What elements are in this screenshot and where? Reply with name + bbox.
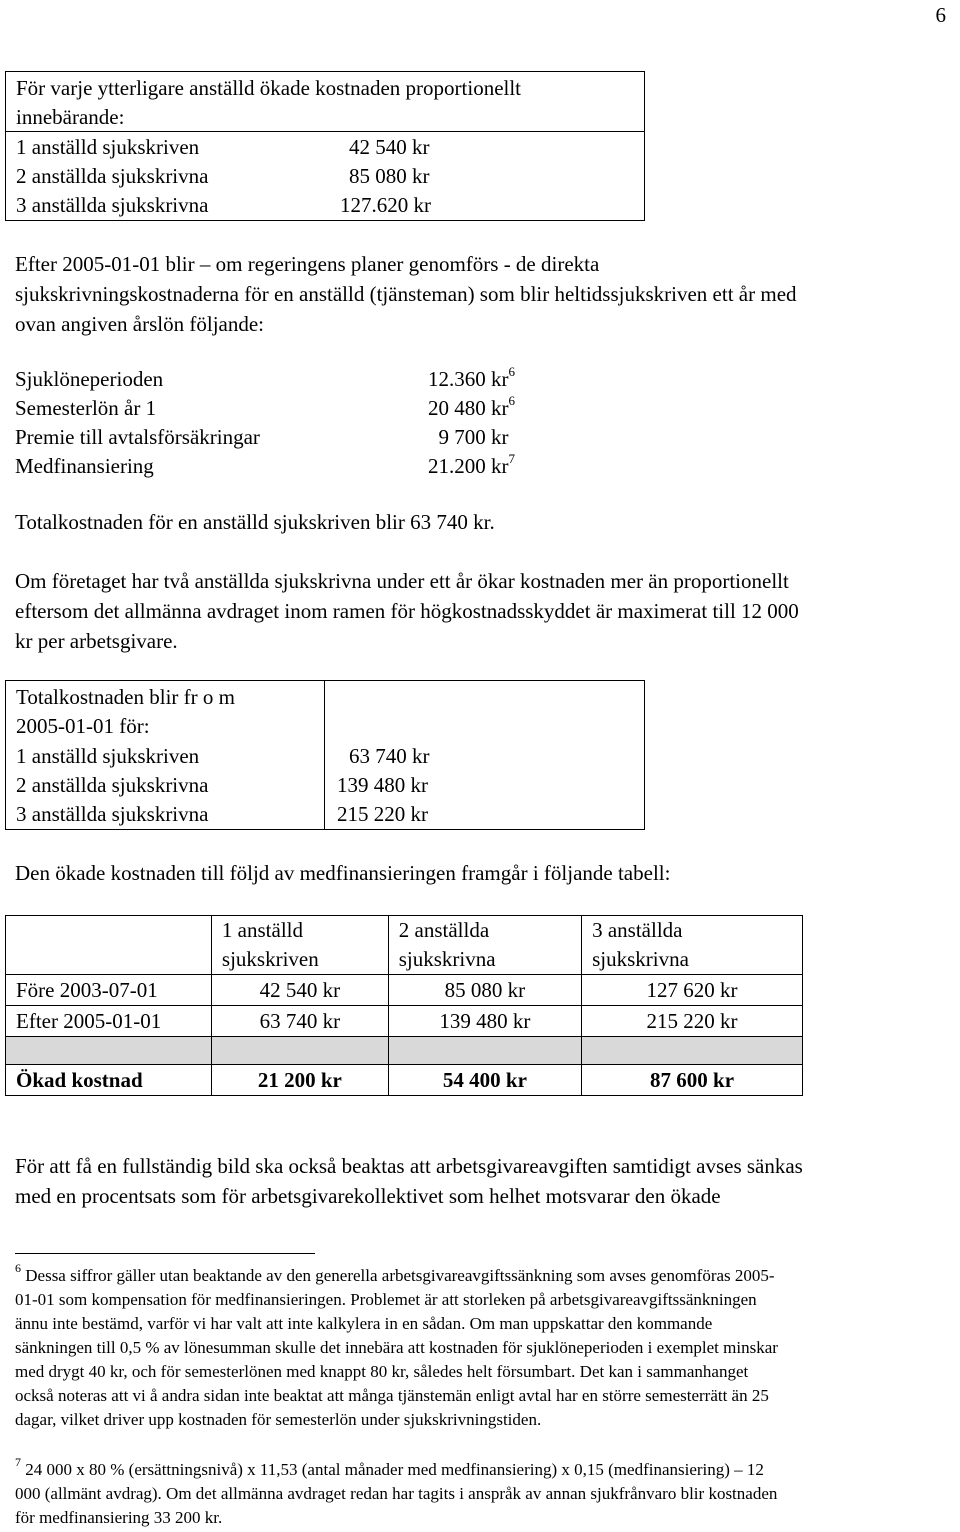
box1-row-label: 2 anställda sjukskrivna — [16, 164, 209, 188]
table-total-cell: 87 600 kr — [582, 1065, 803, 1096]
footnote-line: Dessa siffror gäller utan beaktande av den generella arbetsgivareavgiftssänkning som avses genomföras 2005- — [21, 1266, 775, 1285]
footnote-ref: 7 — [508, 451, 515, 466]
box2-heading: 2005-01-01 för: — [16, 714, 150, 738]
table-intro: Den ökade kostnaden till följd av medfinansieringen framgår i följande tabell: — [15, 861, 671, 885]
cost-item — [15, 364, 715, 393]
paragraph-line: För att få en fullständig bild ska också beaktas att arbetsgivareavgiften samtidigt avses sänkas — [15, 1154, 803, 1178]
table-total-cell: 54 400 kr — [388, 1065, 581, 1096]
table-cell: 139 480 kr — [388, 1006, 581, 1037]
box1-row-label: 3 anställda sjukskrivna — [16, 193, 209, 217]
footnote-number: 6 — [15, 1261, 21, 1276]
footnote-7 — [15, 1455, 955, 1530]
cost-comparison-table — [5, 915, 803, 1096]
table-total-label: Ökad kostnad — [6, 1065, 212, 1096]
cost-item-label: Premie till avtalsförsäkringar — [15, 425, 260, 449]
footnote-line: ännu inte bestämd, varför vi har valt att inte kalkylera in en sådan. Om man uppskattar den kommande — [15, 1314, 713, 1333]
box2-row-amount: 139 480 kr — [337, 773, 428, 797]
footnote-line: dagar, vilket driver upp kostnaden för semesterlön under sjukskrivningstiden. — [15, 1410, 542, 1429]
footnote-separator — [15, 1253, 315, 1254]
paragraph-line: Efter 2005-01-01 blir – om regeringens planer genomförs - de direkta — [15, 252, 600, 276]
box2-heading: Totalkostnaden blir fr o m — [16, 685, 235, 709]
table-cell: 42 540 kr — [211, 975, 388, 1006]
total-cost-box — [5, 680, 645, 830]
cost-item-label: Medfinansiering — [15, 454, 154, 478]
cost-increase-box — [5, 71, 645, 221]
box1-row-label: 1 anställd sjukskriven — [16, 135, 200, 159]
paragraph-line: ovan angiven årslön följande: — [15, 312, 265, 336]
cost-item — [15, 451, 715, 480]
box1-row — [6, 190, 644, 220]
box2-row-label: 1 anställd sjukskriven — [16, 744, 200, 768]
table-cell: 63 740 kr — [211, 1006, 388, 1037]
footnote-line: för medfinansiering 33 200 kr. — [15, 1508, 223, 1527]
table-header-row — [6, 916, 803, 975]
cost-item-amount: 20 480 $kr^6$ — [428, 393, 515, 420]
paragraph-regulation — [15, 249, 955, 339]
box1-row — [6, 161, 644, 191]
footnote-line: också noteras att vi å andra sidan inte beaktat att många tjänstemän enligt avtal har en större semesterrätt än 25 — [15, 1386, 769, 1405]
box1-intro-line2 — [6, 102, 644, 132]
footnote-line: 24 000 x 80 % (ersättningsnivå) x 11,53 (antal månader med medfinansiering) x 0,15 (medfinansiering) – 12 — [21, 1460, 764, 1479]
table-spacer-row — [6, 1037, 803, 1065]
cost-list — [15, 364, 715, 480]
paragraph-line: eftersom det allmänna avdraget inom ramen för högkostnadsskyddet är maximerat till 12 000 — [15, 599, 799, 623]
table-row — [6, 1006, 803, 1037]
paragraph-line: sjukskrivningskostnaderna för en anställd (tjänsteman) som blir heltidssjukskriven ett år med — [15, 282, 797, 306]
cost-item-label: Sjuklöneperioden — [15, 367, 164, 391]
footnote-line: sänkningen till 0,5 % av lönesumman skulle det innebära att kostnaden för sjuklöneperioden i exemplet minskar — [15, 1338, 778, 1357]
table-cell: 215 220 kr — [582, 1006, 803, 1037]
footnote-line: 01-01 som kompensation för medfinansieringen. Problemet är att storleken på arbetsgivareavgiftssänkningen — [15, 1290, 757, 1309]
table-header-cell: 3 anställda sjukskrivna — [582, 916, 803, 975]
cost-item-amount: 12.360 $kr^6$ — [428, 364, 515, 391]
page-number: 6 — [935, 3, 946, 27]
cost-item-label: Semesterlön år 1 — [15, 396, 157, 420]
box1-row-amount: 85 080 kr — [349, 164, 430, 188]
box1-row-amount: 127.620 kr — [340, 193, 431, 217]
box2-row-amount: 215 220 kr — [337, 802, 428, 826]
box2-row — [6, 770, 644, 800]
table-cell: 127 620 kr — [582, 975, 803, 1006]
box1-intro-line1 — [6, 73, 644, 103]
table-header-cell: 1 anställd sjukskriven — [211, 916, 388, 975]
footnote-line: 000 (allmänt avdrag). Om det allmänna avdraget redan har tagits i anspråk av annan sjukfrånvaro blir kostnaden — [15, 1484, 778, 1503]
box1-intro-text: För varje ytterligare anställd ökade kostnaden proportionellt — [16, 76, 522, 100]
box2-row — [6, 741, 644, 771]
box2-row-amount: 63 740 kr — [349, 744, 430, 768]
box1-row-amount: 42 540 kr — [349, 135, 430, 159]
box2-row-label: 2 anställda sjukskrivna — [16, 773, 209, 797]
box1-intro-text: innebärande: — [16, 105, 125, 129]
footnote-number: 7 — [15, 1455, 21, 1470]
table-total-cell: 21 200 kr — [211, 1065, 388, 1096]
paragraph-line: med en procentsats som för arbetsgivarekollektivet som helhet motsvarar den ökade — [15, 1184, 721, 1208]
paragraph-line: kr per arbetsgivare. — [15, 629, 178, 653]
cost-item — [15, 422, 715, 451]
box1-row — [6, 132, 644, 162]
cost-item-amount: 9 700 kr — [428, 425, 509, 449]
total-cost-line: Totalkostnaden för en anställd sjukskriven blir 63 740 kr. — [15, 510, 495, 534]
footnote-6 — [15, 1261, 955, 1432]
table-cell: 85 080 kr — [388, 975, 581, 1006]
table-header-cell: 2 anställda sjukskrivna — [388, 916, 581, 975]
footnote-ref: 6 — [508, 364, 515, 379]
paragraph-two-employees — [15, 566, 955, 656]
cost-item-amount: 21.200 $kr^7$ — [428, 451, 515, 478]
table-row-label: Före 2003-07-01 — [6, 975, 212, 1006]
table-header-cell — [6, 916, 212, 975]
cost-item — [15, 393, 715, 422]
paragraph-employer-fee — [15, 1151, 955, 1211]
footnote-line: med drygt 40 kr, och för semesterlönen med knappt 80 kr, således helt försumbart. Det kan i sammanhanget — [15, 1362, 749, 1381]
box2-row-label: 3 anställda sjukskrivna — [16, 802, 209, 826]
table-total-row — [6, 1065, 803, 1096]
table-row-label: Efter 2005-01-01 — [6, 1006, 212, 1037]
table-row — [6, 975, 803, 1006]
footnote-ref: 6 — [508, 393, 515, 408]
box2-row — [6, 799, 644, 829]
paragraph-line: Om företaget har två anställda sjukskrivna under ett år ökar kostnaden mer än proportionellt — [15, 569, 789, 593]
